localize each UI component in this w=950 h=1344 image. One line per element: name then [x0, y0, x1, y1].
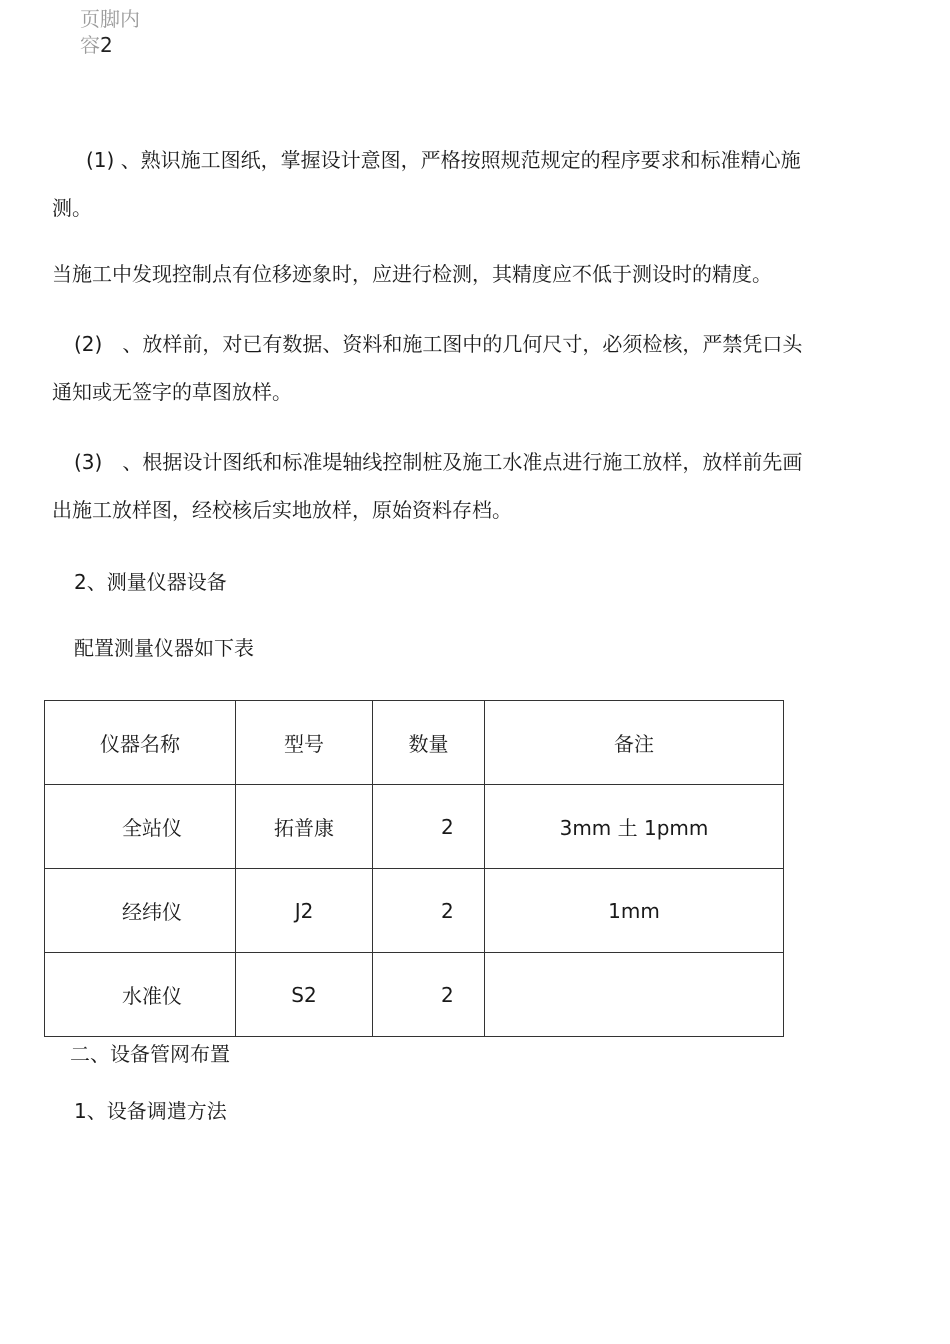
table-cell: 2 — [373, 953, 485, 1037]
paragraph-control-point — [52, 250, 897, 298]
table-cell: J2 — [236, 869, 373, 953]
footer-page-number: 2 — [100, 33, 113, 57]
table-cell — [485, 953, 784, 1037]
table-cell: S2 — [236, 953, 373, 1037]
subsection-title-dispatch: 1、设备调遣方法 — [74, 1099, 227, 1123]
paragraph-line: (2) 、放样前，对已有数据、资料和施工图中的几何尺寸，必须检核，严禁凭口头 — [74, 332, 803, 356]
table-cell: 2 — [373, 869, 485, 953]
table-cell: 全站仪 — [45, 785, 236, 869]
table-row — [45, 953, 784, 1037]
table-cell: 拓普康 — [236, 785, 373, 869]
paragraph-item-3 — [52, 438, 897, 534]
table-cell: 3mm 土 1pmm — [485, 785, 784, 869]
section-title-equipment-network: 二、设备管网布置 — [70, 1042, 230, 1066]
paragraph-line: (3) 、根据设计图纸和标准堤轴线控制桩及施工水准点进行施工放样，放样前先画 — [74, 450, 803, 474]
table-header-row — [45, 701, 784, 785]
paragraph-line: 当施工中发现控制点有位移迹象时，应进行检测，其精度应不低于测设时的精度。 — [52, 262, 772, 286]
paragraph-line: (1) 、熟识施工图纸，掌握设计意图，严格按照规范规定的程序要求和标准精心施 — [86, 148, 801, 172]
table-header-cell: 备注 — [485, 701, 784, 785]
page-footer-note — [80, 6, 150, 58]
paragraph-item-2 — [52, 320, 897, 416]
table-row — [45, 785, 784, 869]
table-cell: 2 — [373, 785, 485, 869]
table-row — [45, 869, 784, 953]
table-cell: 经纬仪 — [45, 869, 236, 953]
table-header-cell: 型号 — [236, 701, 373, 785]
section-title-instruments: 2、测量仪器设备 — [74, 570, 227, 594]
paragraph-item-1 — [52, 136, 897, 232]
table-cell: 水准仪 — [45, 953, 236, 1037]
footer-text: 页脚内容 — [80, 7, 140, 57]
table-header-cell: 数量 — [373, 701, 485, 785]
table-intro: 配置测量仪器如下表 — [74, 636, 254, 660]
paragraph-line: 测。 — [52, 196, 92, 220]
paragraph-line: 通知或无签字的草图放样。 — [52, 380, 292, 404]
paragraph-line: 出施工放样图，经校核后实地放样，原始资料存档。 — [52, 498, 512, 522]
instrument-table — [44, 700, 784, 1037]
table-cell: 1mm — [485, 869, 784, 953]
table-header-cell: 仪器名称 — [45, 701, 236, 785]
